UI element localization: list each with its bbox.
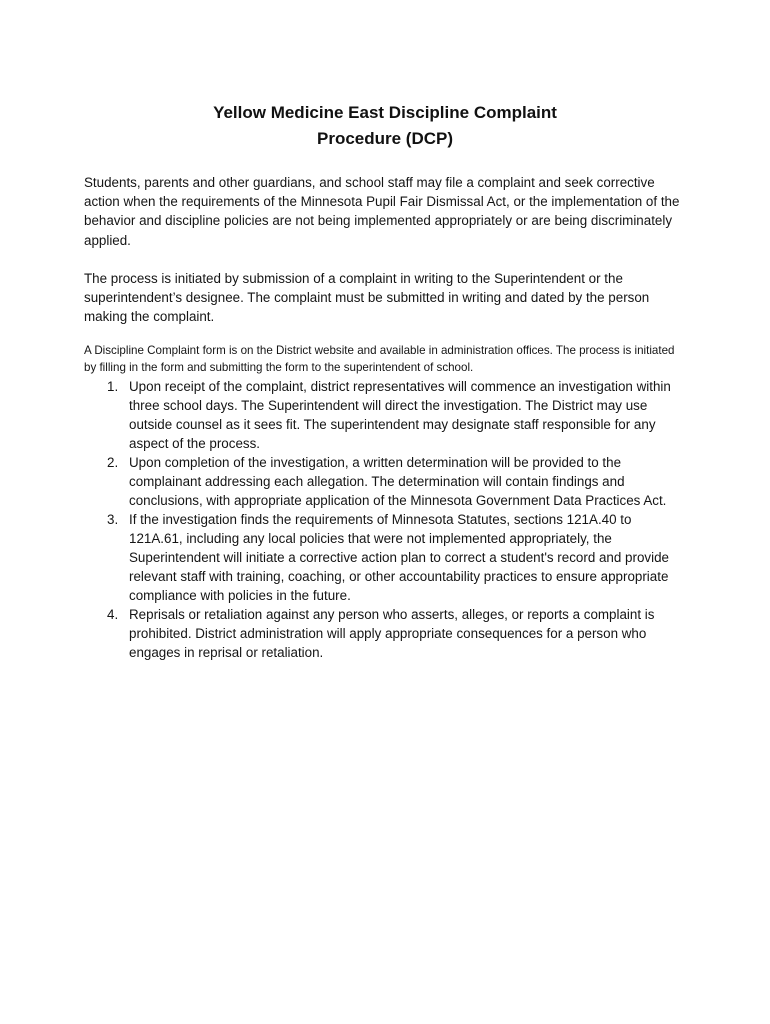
step-number: 4. bbox=[107, 607, 119, 622]
step-text: Upon completion of the investigation, a written determination will be provided to the complainant addressing each allegation. The determination will contain findings and conclusions, with appropriate application of the Minnesota Government Data Practices Act. bbox=[129, 455, 667, 508]
step-text: Upon receipt of the complaint, district representatives will commence an investigation within three school days. The Superintendent will direct the investigation. The District may use outside counsel as it sees fit. The superintendent may designate staff responsible for any aspect of the process. bbox=[129, 379, 671, 451]
list-item bbox=[84, 453, 684, 510]
list-item bbox=[84, 377, 684, 453]
form-availability-paragraph: A Discipline Complaint form is on the District website and available in administration offices. The process is initiated by filling in the form and submitting the form to the superintendent of school. bbox=[84, 344, 675, 374]
document-title bbox=[0, 100, 770, 152]
intro-paragraph: Students, parents and other guardians, and school staff may file a complaint and seek corrective action when the requirements of the Minnesota Pupil Fair Dismissal Act, or the implementation of the behavior and discipline policies are not being implemented appropriately or are being discriminately applied. bbox=[84, 175, 680, 248]
step-number: 1. bbox=[107, 379, 119, 394]
list-item bbox=[84, 510, 684, 605]
process-paragraph: The process is initiated by submission of a complaint in writing to the Superintendent or the superintendent’s designee. The complaint must be submitted in writing and dated by the person making the complaint. bbox=[84, 271, 650, 325]
step-text: Reprisals or retaliation against any person who asserts, alleges, or reports a complaint is prohibited. District administration will apply appropriate consequences for a person who engages in reprisal or retaliation. bbox=[129, 607, 655, 660]
title-line-2: Procedure (DCP) bbox=[316, 129, 454, 148]
list-item bbox=[84, 605, 684, 662]
title-line-1: Yellow Medicine East Discipline Complaint bbox=[213, 103, 557, 122]
procedure-steps-list bbox=[84, 377, 684, 662]
step-number: 3. bbox=[107, 512, 119, 527]
step-number: 2. bbox=[107, 455, 119, 470]
step-text: If the investigation finds the requirements of Minnesota Statutes, sections 121A.40 to 121A.61, including any local policies that were not implemented appropriately, the Superintendent will initiate a corrective action plan to correct a student's record and provide relevant staff with training, coaching, or other accountability practices to ensure appropriate compliance with policies in the future. bbox=[129, 512, 669, 603]
